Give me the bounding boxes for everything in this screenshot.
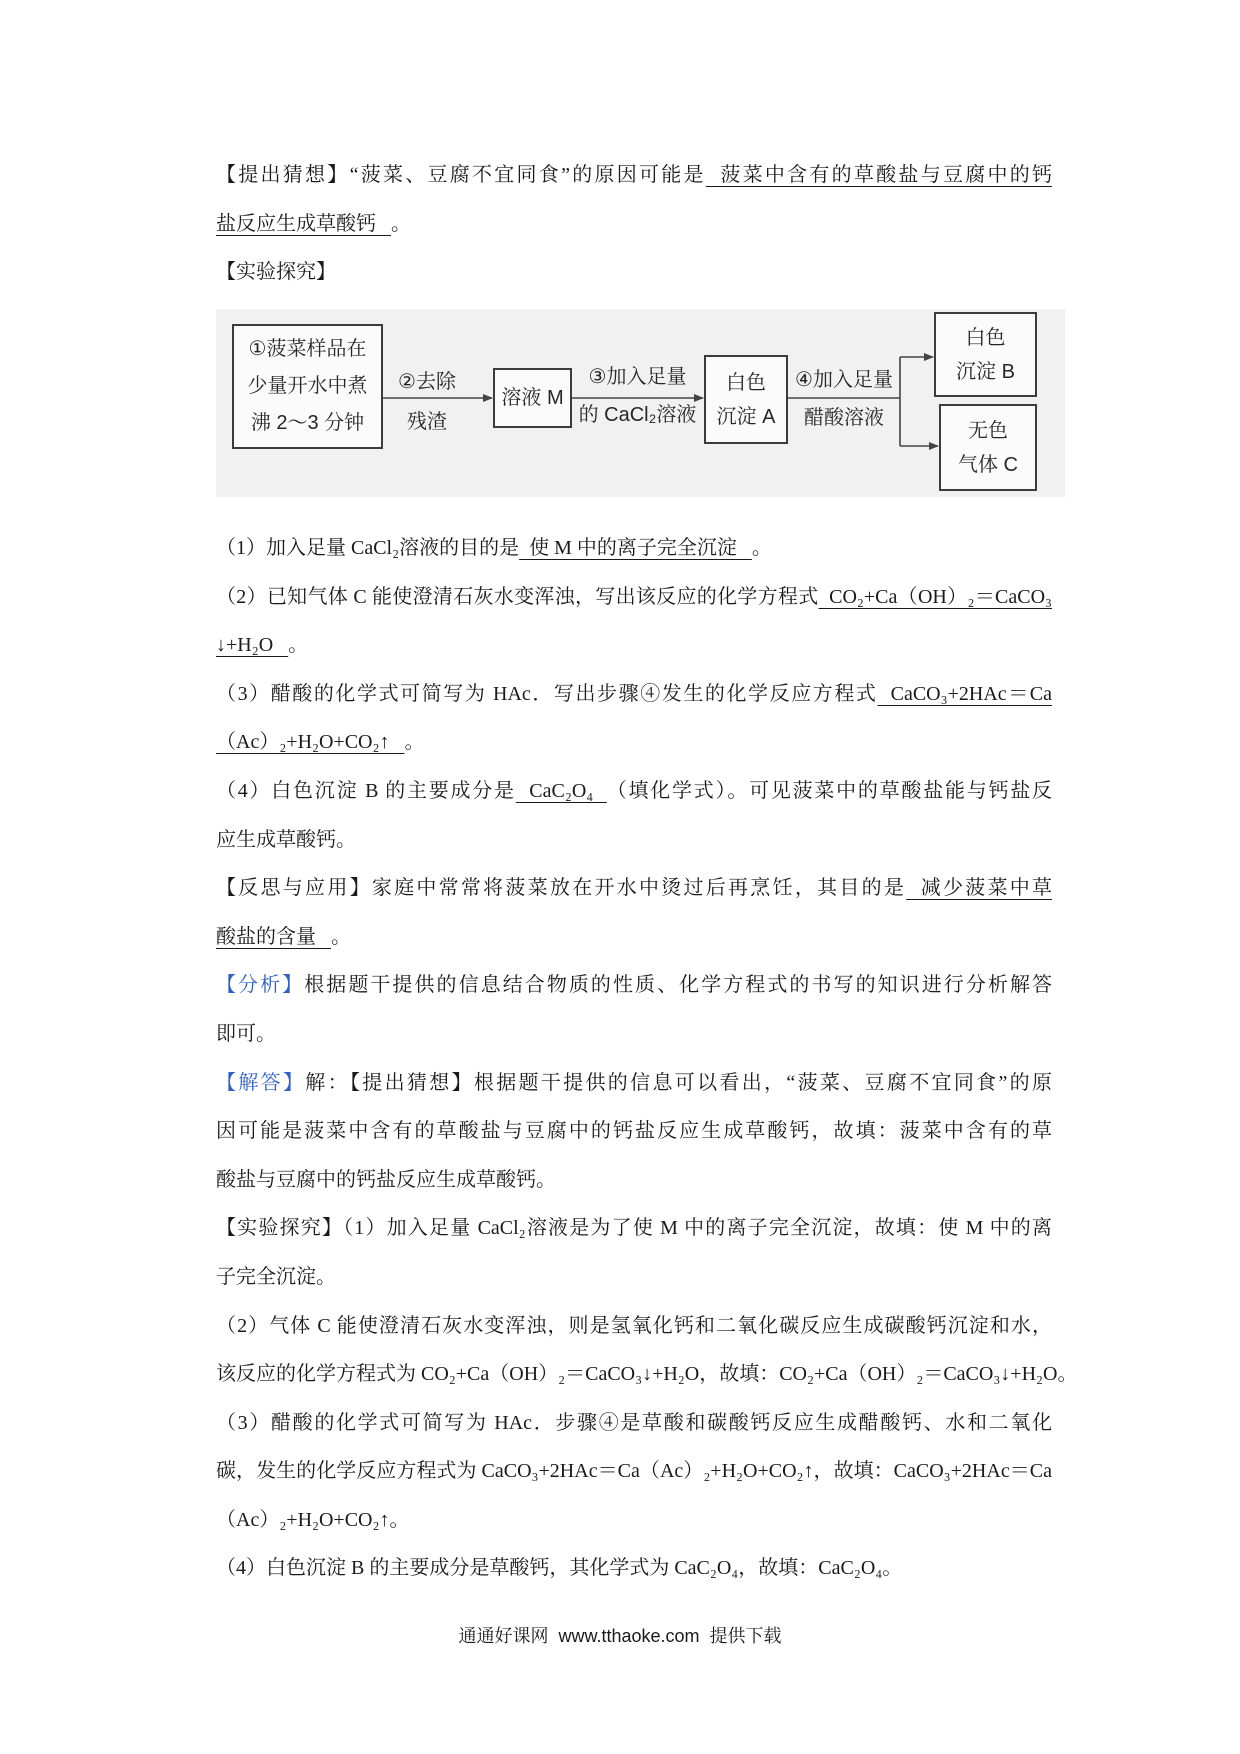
text-line: [216, 1302, 1052, 1351]
text-line: [216, 524, 1052, 573]
precipitate-b-line: 沉淀 B: [956, 360, 1015, 383]
gas-c-line: 气体 C: [958, 453, 1018, 476]
question-block: [216, 151, 1052, 297]
analysis-label: 【分析】: [216, 974, 305, 997]
text-line: [216, 1010, 1052, 1059]
footer-suffix: 提供下载: [709, 1626, 782, 1646]
experiment-flowchart: [216, 309, 1065, 497]
line-text: 。: [288, 634, 309, 657]
text-line: [216, 1107, 1052, 1156]
line-text: 该反应的化学方程式为 CO₂+Ca（OH）₂＝CaCO₃↓+H₂O，故填：CO₂+Ca（OH）₂＝CaCO₃↓+H₂O。: [216, 1363, 1078, 1386]
text-line: [216, 1059, 1052, 1108]
footer-site-name: 通通好课网: [458, 1626, 549, 1646]
solution-m-box: [493, 368, 572, 428]
text-line: [216, 961, 1052, 1010]
answer-text-block: [216, 524, 1078, 1593]
text-line: [216, 1204, 1052, 1253]
question-text: （1）加入足量 CaCl₂溶液的目的是: [216, 537, 520, 559]
text-line: [216, 1544, 1052, 1593]
answer-blank: 酸盐的含量: [216, 925, 331, 948]
line-text: 子完全沉淀。: [216, 1265, 336, 1288]
text-line: [216, 913, 1052, 962]
text-line: [216, 1253, 1052, 1302]
text-line: [216, 767, 1052, 816]
text-line: [216, 816, 1052, 865]
line-text: 。: [404, 731, 425, 754]
line-text: （Ac）₂+H₂O+CO₂↑。: [216, 1508, 410, 1531]
line-text: （2）气体 C 能使澄清石灰水变浑浊，则是氢氧化钙和二氧化碳反应生成碳酸钙沉淀和水，: [216, 1314, 1052, 1337]
solution-label: 【解答】: [216, 1071, 306, 1094]
line-text: 碳，发生的化学反应方程式为 CaCO₃+2HAc＝Ca（Ac）₂+H₂O+CO₂↑，故填：CaCO₃+2HAc＝Ca: [216, 1460, 1052, 1483]
step2-label-bottom: 残渣: [407, 411, 447, 433]
line-text: 【实验探究】（1）加入足量 CaCl₂溶液是为了使 M 中的离子完全沉淀，故填：使 M 中的离: [216, 1217, 1052, 1240]
step4-label-top: ④加入足量: [795, 369, 893, 391]
text-line: [216, 718, 1052, 767]
step3-label-top: ③加入足量: [588, 366, 687, 388]
text-line: [216, 1447, 1052, 1496]
precipitate-b-line: 白色: [965, 326, 1006, 349]
question-text: （3）醋酸的化学式可简写为 HAc．写出步骤④发生的化学反应方程式: [216, 682, 878, 705]
sample-box: [232, 324, 383, 449]
text-line: [216, 1350, 1078, 1399]
line-text: 应生成草酸钙。: [216, 828, 356, 851]
step4-label-bottom: 醋酸溶液: [804, 407, 884, 429]
line-text: 。: [751, 537, 772, 559]
sample-box-line: ①菠菜样品在: [248, 338, 367, 360]
text-line: [216, 864, 1052, 913]
answer-blank: （Ac）₂+H₂O+CO₂↑: [216, 731, 405, 754]
solution-m-label: 溶液 M: [501, 387, 564, 409]
text-line: [216, 1496, 1052, 1545]
text-line: [216, 573, 1052, 622]
precipitate-a-box: [704, 355, 788, 444]
line-text: 因可能是菠菜中含有的草酸盐与豆腐中的钙盐反应生成草酸钙，故填：菠菜中含有的草: [216, 1120, 1052, 1143]
text-line: [216, 621, 1052, 670]
line-text: （4）白色沉淀 B 的主要成分是草酸钙，其化学式为 CaC₂O₄，故填：CaC₂O₄。: [216, 1557, 903, 1580]
sample-box-line: 沸 2～3 分钟: [250, 412, 365, 434]
line-text: 根据题干提供的信息结合物质的性质、化学方程式的书写的知识进行分析解答: [304, 974, 1053, 997]
line-text: 酸盐与豆腐中的钙盐反应生成草酸钙。: [216, 1168, 556, 1191]
line-text: 即可。: [216, 1022, 276, 1045]
line-text: 。: [391, 212, 411, 235]
answer-blank: CaC₂O₄: [515, 779, 607, 802]
question-text: （2）已知气体 C 能使澄清石灰水变浑浊，写出该反应的化学方程式: [216, 585, 819, 608]
text-line: [216, 248, 1052, 297]
answer-blank: 使 M 中的离子完全沉淀: [519, 537, 752, 559]
answer-blank: 盐反应生成草酸钙: [216, 212, 391, 235]
footer-url: www.tthaoke.com: [558, 1626, 700, 1646]
answer-blank: ↓+H₂O: [216, 634, 289, 657]
precipitate-a-line: 白色: [726, 371, 766, 394]
line-text: （3）醋酸的化学式可简写为 HAc．步骤④是草酸和碳酸钙反应生成醋酸钙、水和二氧化: [216, 1411, 1052, 1434]
line-text: （填化学式）。可见菠菜中的草酸盐能与钙盐反: [606, 779, 1052, 802]
question-text: 【提出猜想】“菠菜、豆腐不宜同食”的原因可能是: [216, 164, 706, 186]
answer-blank: 减少菠菜中草: [906, 877, 1053, 900]
line-text: 解：【提出猜想】根据题干提供的信息可以看出，“菠菜、豆腐不宜同食”的原: [305, 1071, 1052, 1094]
gas-c-box: [939, 404, 1037, 491]
sample-box-line: 少量开水中煮: [247, 375, 368, 397]
answer-blank: CaCO₃+2HAc＝Ca: [877, 682, 1053, 705]
step2-label-top: ②去除: [398, 371, 456, 393]
precipitate-a-line: 沉淀 A: [716, 405, 776, 428]
text-line: [216, 200, 1052, 249]
text-line: [216, 151, 1052, 200]
step3-label-bottom: 的 CaCl₂溶液: [578, 404, 697, 426]
page-footer: [0, 1624, 1240, 1648]
question-text: 【反思与应用】家庭中常常将菠菜放在开水中烫过后再烹饪，其目的是: [216, 877, 907, 900]
answer-blank: 菠菜中含有的草酸盐与豆腐中的钙: [705, 164, 1052, 186]
gas-c-line: 无色: [968, 419, 1008, 442]
precipitate-b-box: [934, 312, 1037, 397]
question-text: （4）白色沉淀 B 的主要成分是: [216, 779, 516, 802]
line-text: 。: [331, 925, 351, 948]
section-heading: 【实验探究】: [216, 261, 336, 284]
text-line: [216, 1156, 1052, 1205]
text-line: [216, 670, 1052, 719]
answer-blank: CO₂+Ca（OH）₂＝CaCO₃: [818, 585, 1052, 608]
text-line: [216, 1399, 1052, 1448]
